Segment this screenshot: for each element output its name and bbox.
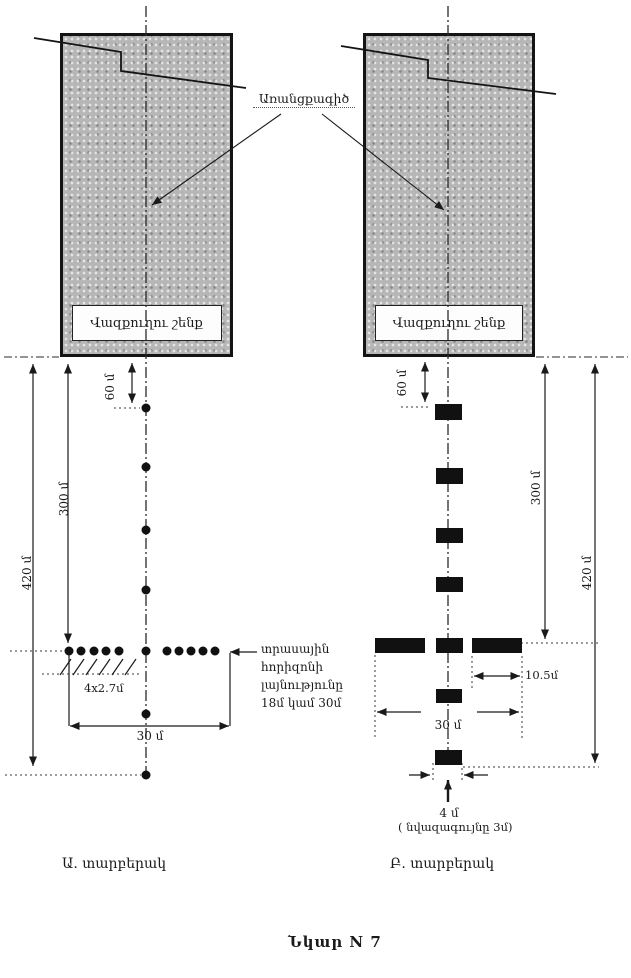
axis-label: Առանցքագիծ: [253, 91, 355, 108]
dim-420-b: 420 մ: [580, 555, 594, 591]
target-row-note: [261, 640, 343, 712]
dim-60-a: 60 մ: [103, 373, 117, 401]
variant-a-caption: Ա. տարբերակ: [62, 856, 167, 872]
leader-lines: [5, 407, 599, 783]
building-b-label: Վազքուղու շենք: [392, 315, 506, 331]
building-variant-a: [60, 33, 233, 357]
building-a-label: Վազքուղու շենք: [90, 315, 203, 331]
building-a-label-box: [72, 305, 222, 341]
variant-b-dimensions: [377, 362, 595, 802]
dim-300-b: 300 մ: [529, 470, 543, 506]
dim-4-note-b: ( նվազագույնը 3մ): [398, 820, 513, 834]
dim-30-b: 30 մ: [434, 718, 462, 732]
figure-caption: Նկար N 7: [288, 933, 382, 951]
variant-a-target-dots: [65, 404, 220, 780]
variant-a-dimensions: [33, 363, 257, 766]
note-line-1: տրասային: [261, 642, 330, 656]
building-variant-b: [363, 33, 535, 357]
dim-300-a: 300 մ: [57, 481, 71, 517]
dim-105-b: 10.5մ: [525, 668, 559, 682]
note-line-4: 18մ կամ 30մ: [261, 696, 342, 710]
variant-b-caption: Բ. տարբերակ: [390, 856, 495, 872]
note-line-2: հորիզոնի: [261, 660, 324, 674]
dim-lanes-a: 4x2.7մ: [84, 681, 124, 695]
dim-4-b: 4 մ: [439, 806, 459, 820]
building-b-label-box: [375, 305, 523, 341]
variant-b-traverse-blocks: [375, 404, 522, 765]
note-line-3: լայնությունը: [261, 678, 344, 692]
dim-420-a: 420 մ: [20, 555, 34, 591]
dim-60-b: 60 մ: [395, 369, 409, 397]
dim-30-a: 30 մ: [136, 729, 164, 743]
hatch-marks: [60, 659, 136, 675]
